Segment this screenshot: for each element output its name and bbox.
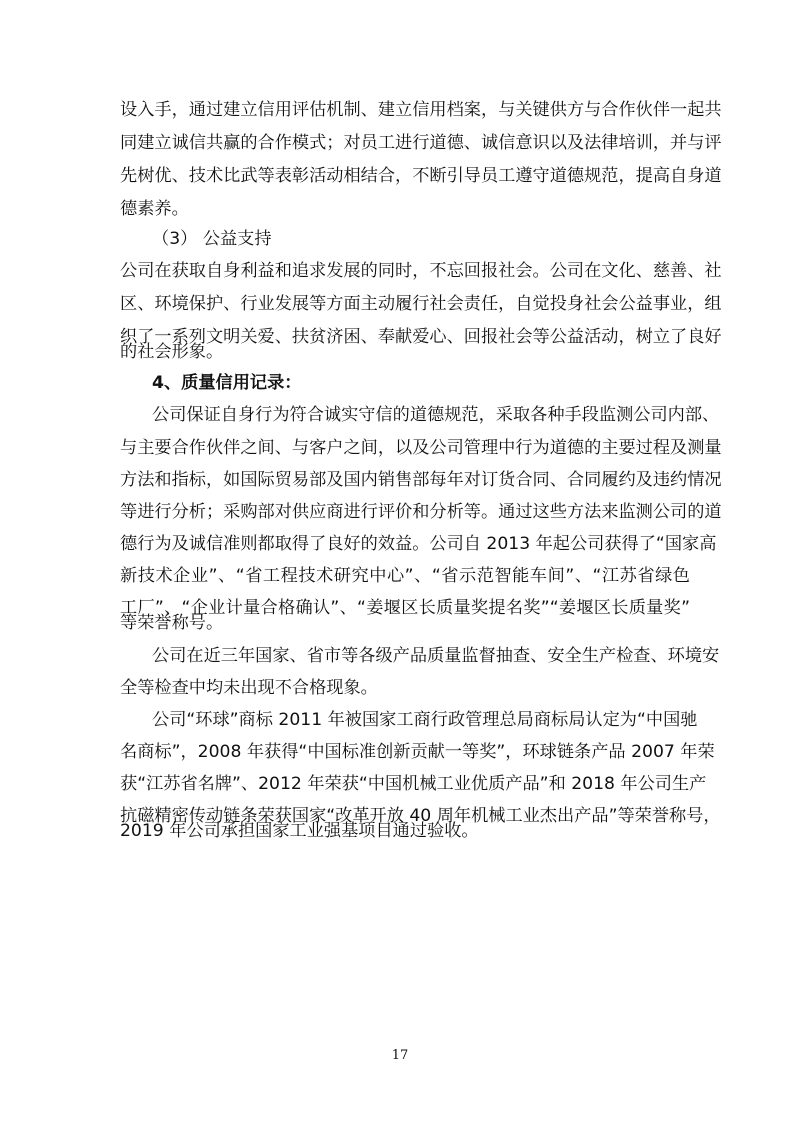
- text-line: 的社会形象。: [120, 342, 224, 362]
- text-line: 全等检查中均未出现不合格现象。: [120, 678, 378, 698]
- text-line: 方法和指标，如国际贸易部及国内销售部每年对订货合同、合同履约及违约情况: [120, 470, 722, 490]
- text-line: 同建立诚信共赢的合作模式；对员工进行道德、诚信意识以及法律培训，并与评: [120, 133, 722, 153]
- text-line: 等荣誉称号。: [120, 613, 224, 633]
- section-heading-public-welfare: （3） 公益支持: [152, 229, 272, 249]
- text-line: 公司在获取自身利益和追求发展的同时，不忘回报社会。公司在文化、慈善、社: [120, 261, 722, 281]
- text-line: 等进行分析；采购部对供应商进行评价和分析等。通过这些方法来监测公司的道: [120, 502, 722, 522]
- text-line: 区、环境保护、行业发展等方面主动履行社会责任，自觉投身社会公益事业，组: [120, 294, 722, 314]
- text-line: 与主要合作伙伴之间、与客户之间，以及公司管理中行为道德的主要过程及测量: [120, 438, 722, 458]
- text-line: 公司保证自身行为符合诚实守信的道德规范，采取各种手段监测公司内部、: [152, 405, 720, 425]
- section-heading-quality-credit: 4、质量信用记录：: [152, 373, 302, 393]
- text-line: 抗磁精密传动链条荣获国家“改革开放 40 周年机械工业杰出产品”等荣誉称号，: [120, 806, 721, 826]
- text-line: 名商标”，2008 年获得“中国标准创新贡献一等奖”，环球链条产品 2007 年荣: [120, 742, 715, 762]
- text-line: 先树优、技术比武等表彰活动相结合，不断引导员工遵守道德规范，提高自身道: [120, 166, 722, 186]
- text-line: 获“江苏省名牌”、2012 年荣获“中国机械工业优质产品”和 2018 年公司生产: [120, 774, 707, 794]
- text-line: 工厂”、“企业计量合格确认”、“姜堰区长质量奖提名奖”“姜堰区长质量奖”: [120, 598, 690, 618]
- text-line: 公司“环球”商标 2011 年被国家工商行政管理总局商标局认定为“中国驰: [152, 710, 698, 730]
- page-number: 17: [391, 1048, 409, 1063]
- text-line: 设入手，通过建立信用评估机制、建立信用档案，与关键供方与合作伙伴一起共: [120, 100, 722, 120]
- text-line: 新技术企业”、“省工程技术研究中心”、“省示范智能车间”、“江苏省绿色: [120, 566, 690, 586]
- text-line: 德素养。: [120, 199, 189, 219]
- text-line: 公司在近三年国家、省市等各级产品质量监督抽查、安全生产检查、环境安: [152, 646, 720, 666]
- text-line: 织了一系列文明关爱、扶贫济困、奉献爱心、回报社会等公益活动，树立了良好: [120, 327, 722, 347]
- text-line: 2019 年公司承担国家工业强基项目通过验收。: [120, 821, 479, 841]
- text-line: 德行为及诚信准则都取得了良好的效益。公司自 2013 年起公司获得了“国家高: [120, 534, 717, 554]
